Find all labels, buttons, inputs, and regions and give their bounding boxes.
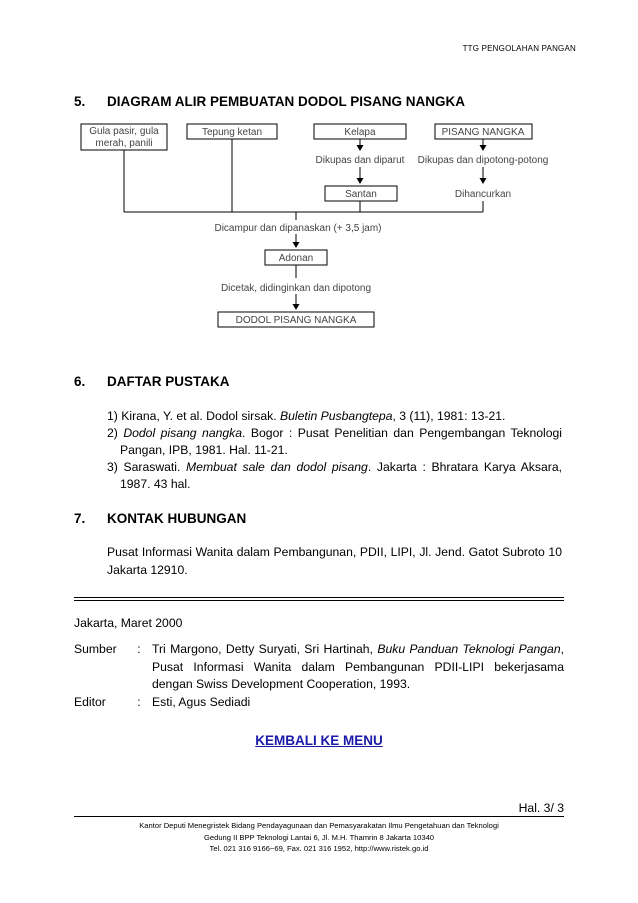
reference-number: 3) <box>107 460 118 474</box>
footer-line-2: Gedung II BPP Teknologi Lantai 6, Jl. M.H. Thamrin 8 Jakarta 10340 <box>203 832 435 842</box>
editor-value: Esti, Agus Sediadi <box>152 694 251 709</box>
sumber-colon: : <box>137 642 141 656</box>
sumber-value <box>152 641 564 694</box>
step-kelapa-text: Dikupas dan diparut <box>315 155 405 166</box>
reference-text: . Jakarta : Bhratara Karya Aksara, 1987. 43 hal. <box>120 460 562 491</box>
section-5-title: DIAGRAM ALIR PEMBUATAN DODOL PISANG NANGKA <box>107 94 465 109</box>
box-adonan-text: Adonan <box>278 253 314 264</box>
footer-line-1: Kantor Deputi Menegristek Bidang Pendayagunaan dan Pemasyarakatan Ilmu Pengetahuan dan Teknologi <box>139 821 499 830</box>
section-7-number: 7. <box>74 511 86 526</box>
footer-divider <box>74 816 564 817</box>
box-kelapa-text: Kelapa <box>344 127 376 138</box>
box-gula-text-1: Gula pasir, gula <box>89 126 159 137</box>
reference-text: Kirana, Y. et al. Dodol sirsak. <box>121 409 280 423</box>
reference-text: , 3 (11), 1981: 13-21. <box>392 409 506 423</box>
reference-number: 2) <box>107 426 118 440</box>
step-dihancurkan-text: Dihancurkan <box>454 189 512 200</box>
back-to-menu-link[interactable]: KEMBALI KE MENU <box>255 733 383 748</box>
step-pisang-text: Dikupas dan dipotong-potong <box>417 155 549 166</box>
box-gula-text-2: merah, panili <box>95 138 153 149</box>
publication-date: Jakarta, Maret 2000 <box>74 616 183 630</box>
reference-item <box>107 459 562 493</box>
reference-item <box>107 425 562 459</box>
reference-title: Dodol pisang nangka <box>123 426 243 440</box>
reference-number: 1) <box>107 409 118 423</box>
reference-title: Membuat sale dan dodol pisang <box>186 460 368 474</box>
reference-text: . Bogor : Pusat Penelitian dan Pengembangan Teknologi Pangan, IPB, 1981. Hal. 11-21. <box>120 426 563 457</box>
reference-title: Buletin Pusbangtepa <box>279 409 393 423</box>
reference-text: Saraswati. <box>123 460 187 474</box>
footer <box>0 820 638 855</box>
box-tepung-text: Tepung ketan <box>201 127 263 138</box>
section-5-number: 5. <box>74 94 86 109</box>
section-7-title: KONTAK HUBUNGAN <box>107 511 247 526</box>
box-final-text: DODOL PISANG NANGKA <box>235 315 357 326</box>
step-campur-text: Dicampur dan dipanaskan (+ 3,5 jam) <box>214 223 382 234</box>
editor-colon: : <box>137 694 141 709</box>
editor-label: Editor <box>74 694 106 709</box>
reference-list <box>107 408 562 493</box>
sumber-publisher: , Pusat Informasi Wanita dalam Pembangunan PDII-LIPI bekerjasama dengan Swiss Development Cooperation, 1993. <box>152 642 564 691</box>
contact-text: Pusat Informasi Wanita dalam Pembangunan, PDII, LIPI, Jl. Jend. Gatot Subroto 10 Jakarta 12910. <box>107 545 562 577</box>
reference-item <box>107 408 562 425</box>
step-cetak-text: Dicetak, didinginkan dan dipotong <box>220 283 372 294</box>
page-number: Hal. 3/ 3 <box>518 801 564 815</box>
divider-bottom <box>74 600 564 601</box>
sumber-label: Sumber <box>74 642 117 656</box>
credits <box>74 641 564 711</box>
divider-top <box>74 597 564 598</box>
sumber-book-title: Buku Panduan Teknologi Pangan <box>377 642 561 656</box>
sumber-authors: Tri Margono, Detty Suryati, Sri Hartinah, <box>152 642 378 656</box>
section-6-number: 6. <box>74 374 86 389</box>
box-santan-text: Santan <box>345 189 377 200</box>
running-header: TTG PENGOLAHAN PANGAN <box>462 44 576 53</box>
footer-line-3: Tel. 021 316 9166~69, Fax. 021 316 1952, http://www.ristek.go.id <box>209 844 429 853</box>
section-6-title: DAFTAR PUSTAKA <box>107 374 230 389</box>
flow-diagram <box>0 0 638 340</box>
box-pisang-text: PISANG NANGKA <box>441 127 525 138</box>
